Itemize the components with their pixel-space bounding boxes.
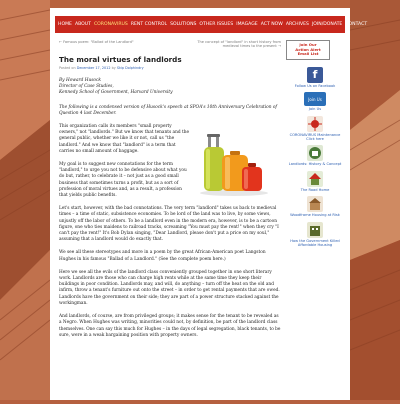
join-line-2: Action Alert	[295, 46, 321, 52]
post-date-link[interactable]: December 17, 2012	[76, 66, 111, 70]
meta-by: by	[111, 66, 116, 70]
sidebar-widget-coronavirus[interactable]	[286, 116, 344, 142]
author-title: Director of Case Studies,	[59, 84, 114, 90]
nav-item-archives[interactable]: ARCHIVES	[285, 22, 309, 27]
sidebar-widget-government-housing[interactable]	[286, 222, 344, 248]
luggage-image	[194, 131, 274, 197]
meta-prefix: Posted on	[59, 66, 76, 70]
nav-item-rent-control[interactable]: RENT CONTROL	[130, 22, 168, 27]
author-block	[59, 78, 281, 97]
facebook-icon[interactable]: f	[307, 67, 323, 83]
coronavirus-icon[interactable]	[307, 116, 323, 132]
join-email-list-box[interactable]	[286, 40, 330, 60]
sidebar-widget-landlord-history[interactable]	[286, 145, 344, 166]
paragraph-3: Let's start, however, with the bad connotations. The very term "landlord" takes us back to medieval times – a time of static, subsistence economies. To be lord of the land was to live, by some views, unjustly off the labor of others. To be a landlord even in the modern era, however, is to be a cartoon figure, one who ties maidens to railroad tracks, screaming "You must pay the rent!" when they cry "I can't pay the rent!" It's Bob Dylan singing, "Dear Landlord, please don't put a price on my soul," assuming that a landlord would do exactly that.	[59, 206, 279, 243]
post-title: The moral virtues of landlords	[59, 55, 182, 64]
nav-item-solutions[interactable]: SOLUTIONS	[170, 22, 197, 27]
previous-post-link[interactable]: ← Famous poem: "Ballad of the Landlord"	[59, 40, 134, 44]
facebook-label[interactable]: Follow Us on Facebook	[294, 83, 336, 88]
nav-item-coronavirus[interactable]: CORONAVIRUS	[93, 22, 128, 27]
road-home-icon[interactable]	[307, 171, 323, 187]
post-author-link[interactable]: Skip Dolphindry	[116, 66, 144, 70]
paragraph-5: Here we see all the evils of the landlord class conveniently grouped together in one short literary work. Landlords are those who can charge high rents while at the same time they keep their buildings in poor condition. Landlords may, and will, do anything – turn off the heat on the old and infirm, throw a tenant's furniture out onto the street – in order to get rental payments that are owed. Landlords have the government on their side; they are part of a power structure stacked against the workingman.	[59, 269, 280, 306]
government-housing-icon[interactable]	[307, 222, 323, 238]
nav-item-about[interactable]: ABOUT	[74, 22, 91, 27]
landlord-history-label[interactable]: Landlords: History & Concept	[288, 162, 342, 167]
nav-item-contact[interactable]: CONTACT	[345, 22, 368, 27]
sidebar	[286, 40, 344, 251]
join-line-3: Email List	[297, 51, 319, 57]
post-meta	[59, 66, 281, 70]
landlord-history-icon[interactable]	[307, 145, 323, 161]
post-navigation	[59, 40, 281, 48]
paragraph-6: And landlords, of course, are from privileged groups; it makes sense for the tenant to be revealed as a Negro. When Hughes was writing, minorities could not, by definition, be part of the landlord class themselves. One can say this much for Hughes – in the days of legal segregation, black tenants, to be sure, were in a weak bargaining position with property owners.	[59, 314, 281, 338]
join-us-icon[interactable]: Join Us	[304, 92, 326, 106]
sidebar-widget-road-home[interactable]	[286, 171, 344, 192]
suitcases-illustration	[194, 131, 274, 197]
nav-item-home[interactable]: HOME	[58, 22, 72, 27]
join-line-1: Join Our	[299, 42, 317, 47]
main-nav	[55, 16, 368, 33]
woodframe-label[interactable]: Woodframe Housing at Risk	[290, 213, 340, 218]
nav-item-other-issues[interactable]: OTHER ISSUES	[199, 22, 234, 27]
paragraph-2: My goal is to suggest new connotations for the term "landlord," to urge you not to be defensive about what you do but, rather, to celebrate it – not just as a good small business that sometimes turns a profit, but as a sort of profession of moral virtues and, as a result, a profession that yields public benefits.	[59, 162, 187, 199]
sidebar-widget-join-us[interactable]	[286, 92, 344, 111]
paragraph-4: We see all these stereotypes and more in a poem by the great African-American poet Langston Hughes in his famous "Ballad of a Landlord." (See the complete poem here.)	[59, 250, 266, 262]
coronavirus-label[interactable]: CORONAVIRUS Maintenance Click here	[289, 132, 341, 141]
sidebar-widget-woodframe[interactable]	[286, 196, 344, 217]
nav-item-imagage[interactable]: IMAGAGE	[236, 22, 258, 27]
join-us-label[interactable]: Join Us	[308, 107, 322, 112]
woodframe-housing-icon[interactable]	[307, 196, 323, 212]
nav-item-act-now[interactable]: ACT NOW	[260, 22, 283, 27]
road-home-label[interactable]: The Road Home	[300, 187, 330, 192]
nav-item-join-donate[interactable]: JOIN/DONATE	[311, 22, 343, 27]
post-intro: The following is a condensed version of Husock's speech at SPOA's 10th Anniversary Celebration of Question 4 last December.	[59, 104, 278, 116]
page-container	[50, 8, 368, 400]
government-housing-label[interactable]: How the Government Killed Affordable Housing	[290, 238, 340, 248]
sidebar-widget-facebook[interactable]	[286, 67, 344, 88]
author-name: By Howard Husock	[59, 78, 102, 83]
next-post-link[interactable]: The concept of "landlord" in short history from medieval times to the present →	[197, 40, 281, 48]
paragraph-1: This organization calls its members "small property owners," not "landlords." But we know that tenants and the general public, whether we like it or not, call us "the landlord." And we know that "landlord" is a term that carries no small amount of baggage.	[59, 124, 189, 154]
author-affiliation: Kennedy School of Government, Harvard University	[59, 90, 173, 96]
